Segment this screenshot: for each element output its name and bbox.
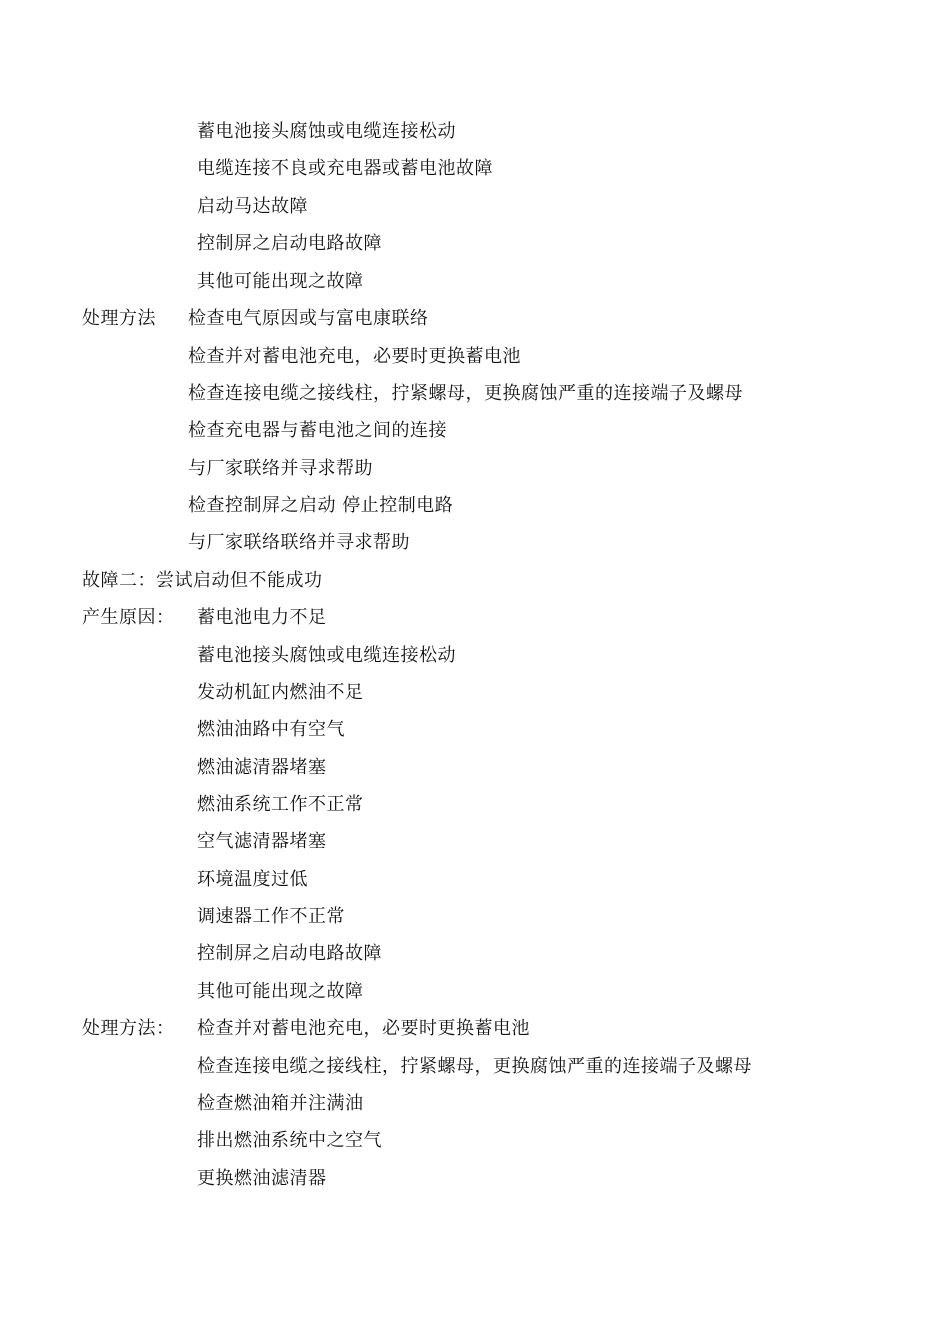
method-item: 检查燃油箱并注满油: [197, 1093, 364, 1114]
method-item: 检查并对蓄电池充电，必要时更换蓄电池: [188, 346, 521, 367]
method-item: 与厂家联络联络并寻求帮助: [188, 532, 410, 553]
cause-item: 电缆连接不良或充电器或蓄电池故障: [197, 158, 493, 179]
method-item: 更换燃油滤清器: [197, 1168, 327, 1189]
cause-item: 燃油系统工作不正常: [197, 794, 364, 815]
cause-item: 燃油油路中有空气: [197, 719, 345, 740]
cause-item: 控制屏之启动电路故障: [197, 943, 382, 964]
method-item: 检查连接电缆之接线柱，拧紧螺母，更换腐蚀严重的连接端子及螺母: [197, 1056, 752, 1077]
cause-item: 控制屏之启动电路故障: [197, 233, 382, 254]
cause-item: 其他可能出现之故障: [197, 981, 364, 1002]
cause-item: 环境温度过低: [197, 869, 308, 890]
method-label: 处理方法：: [82, 1018, 175, 1039]
method-label: 处理方法: [82, 308, 156, 329]
method-item: 检查连接电缆之接线柱，拧紧螺母，更换腐蚀严重的连接端子及螺母: [188, 383, 743, 404]
cause-item: 蓄电池接头腐蚀或电缆连接松动: [197, 121, 456, 142]
cause-item: 其他可能出现之故障: [197, 271, 364, 292]
method-item: 检查并对蓄电池充电，必要时更换蓄电池: [197, 1018, 530, 1039]
cause-item: 发动机缸内燃油不足: [197, 682, 364, 703]
cause-item: 蓄电池电力不足: [197, 607, 327, 628]
method-item: 排出燃油系统中之空气: [197, 1130, 382, 1151]
cause-item: 空气滤清器堵塞: [197, 831, 327, 852]
cause-item: 燃油滤清器堵塞: [197, 757, 327, 778]
method-item: 检查充电器与蓄电池之间的连接: [188, 420, 447, 441]
cause-item: 蓄电池接头腐蚀或电缆连接松动: [197, 645, 456, 666]
method-item: 检查电气原因或与富电康联络: [188, 308, 429, 329]
method-item: 与厂家联络并寻求帮助: [188, 458, 373, 479]
cause-item: 调速器工作不正常: [197, 906, 345, 927]
fault-title: 故障二：尝试启动但不能成功: [82, 570, 323, 591]
cause-item: 启动马达故障: [197, 196, 308, 217]
method-item: 检查控制屏之启动 停止控制电路: [188, 495, 454, 516]
cause-label: 产生原因：: [82, 607, 175, 628]
